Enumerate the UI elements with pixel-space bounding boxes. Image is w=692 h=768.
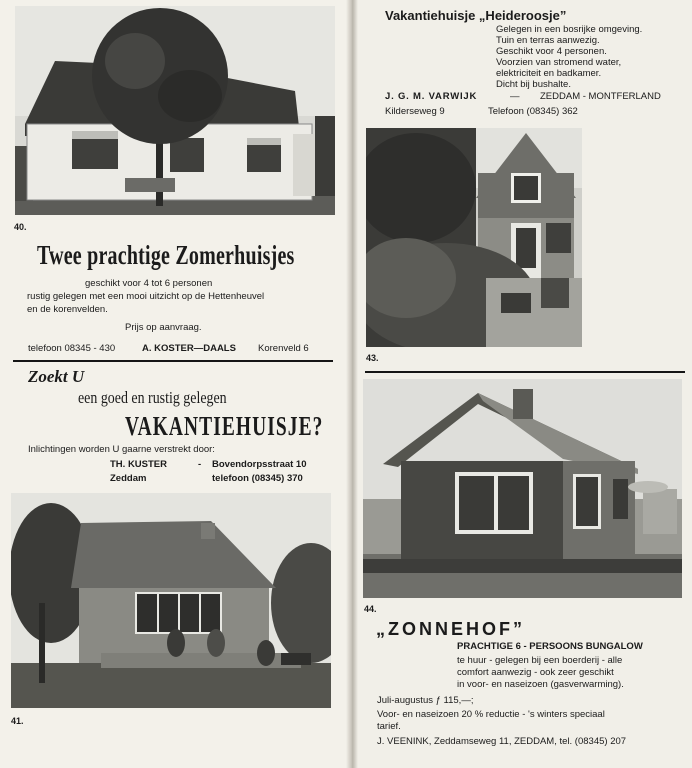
photo-43-heideroosje	[366, 128, 582, 347]
ad43-desc-line: elektriciteit en badkamer.	[496, 68, 602, 79]
photo-44-zonnehof	[363, 379, 682, 598]
ad44-contact: J. VEENINK, Zeddamseweg 11, ZEDDAM, tel. (08345) 207	[377, 736, 627, 747]
ad44-desc-2: comfort aanwezig - ook zeer geschikt	[457, 667, 614, 678]
figure-number-44: 44.	[364, 604, 377, 614]
ad43-title: Vakantiehuisje „Heideroosje”	[385, 8, 567, 23]
ad43-owner: J. G. M. VARWIJK	[385, 91, 478, 102]
ad40-line1: geschikt voor 4 tot 6 personen	[85, 278, 213, 289]
ad43-phone: Telefoon (08345) 362	[488, 106, 578, 117]
ad-kuster-question-3: VAKANTIEHUISJE?	[125, 411, 324, 441]
ad43-desc-line: Tuin en terras aanwezig.	[496, 35, 600, 46]
figure-number-43: 43.	[366, 353, 379, 363]
photo-41-bungalow-garden	[11, 493, 331, 708]
ad40-title: Twee prachtige Zomerhuisjes	[37, 240, 295, 270]
ad-kuster-name: TH. KUSTER	[110, 459, 167, 470]
ad-kuster-info: Inlichtingen worden U gaarne verstrekt door:	[28, 444, 215, 455]
ad-kuster-dash: -	[198, 459, 202, 470]
ad44-desc-1: te huur - gelegen bij een boerderij - alle	[457, 655, 623, 666]
book-gutter	[346, 0, 358, 768]
figure-number-40: 40.	[14, 222, 27, 232]
ad43-desc-line: Gelegen in een bosrijke omgeving.	[496, 24, 643, 35]
ad40-price: Prijs op aanvraag.	[125, 322, 202, 333]
ad-kuster-street: Bovendorpsstraat 10	[212, 459, 307, 470]
ad43-desc-line: Dicht bij bushalte.	[496, 79, 571, 90]
ad43-description	[496, 24, 642, 90]
ad44-discount-1: Voor- en naseizoen 20 % reductie - 's winters speciaal	[377, 709, 605, 720]
ad-kuster-phone: telefoon (08345) 370	[212, 473, 303, 484]
ad40-address: Korenveld 6	[258, 343, 309, 354]
section-divider-right	[365, 371, 685, 373]
ad40-line2: rustig gelegen met een mooi uitzicht op de Hettenheuvel	[27, 291, 265, 302]
ad40-phone: telefoon 08345 - 430	[28, 343, 116, 354]
ad44-title: „ZONNEHOF”	[376, 619, 525, 639]
section-divider-left	[13, 360, 333, 362]
ad40-owner: A. KOSTER—DAALS	[142, 343, 236, 354]
ad43-dash: —	[510, 91, 520, 102]
photo-40-summer-house	[15, 6, 335, 215]
ad43-street: Kilderseweg 9	[385, 106, 445, 117]
ad43-desc-line: Geschikt voor 4 personen.	[496, 46, 607, 57]
ad-kuster-question-2: een goed en rustig gelegen	[78, 388, 227, 407]
ad44-discount-2: tarief.	[377, 721, 401, 732]
ad44-price: Juli-augustus ƒ 115,—;	[377, 695, 474, 706]
ad44-desc-3: in voor- en naseizoen (gasverwarming).	[457, 679, 624, 690]
ad-kuster-town: Zeddam	[110, 473, 147, 484]
ad-kuster-question-1: Zoekt U	[28, 367, 85, 386]
figure-number-41: 41.	[11, 716, 24, 726]
ad43-desc-line: Voorzien van stromend water,	[496, 57, 622, 68]
ad43-town: ZEDDAM - MONTFERLAND	[540, 91, 661, 102]
ad40-line3: en de korenvelden.	[27, 304, 108, 315]
ad44-subtitle: PRACHTIGE 6 - PERSOONS BUNGALOW	[457, 641, 643, 652]
